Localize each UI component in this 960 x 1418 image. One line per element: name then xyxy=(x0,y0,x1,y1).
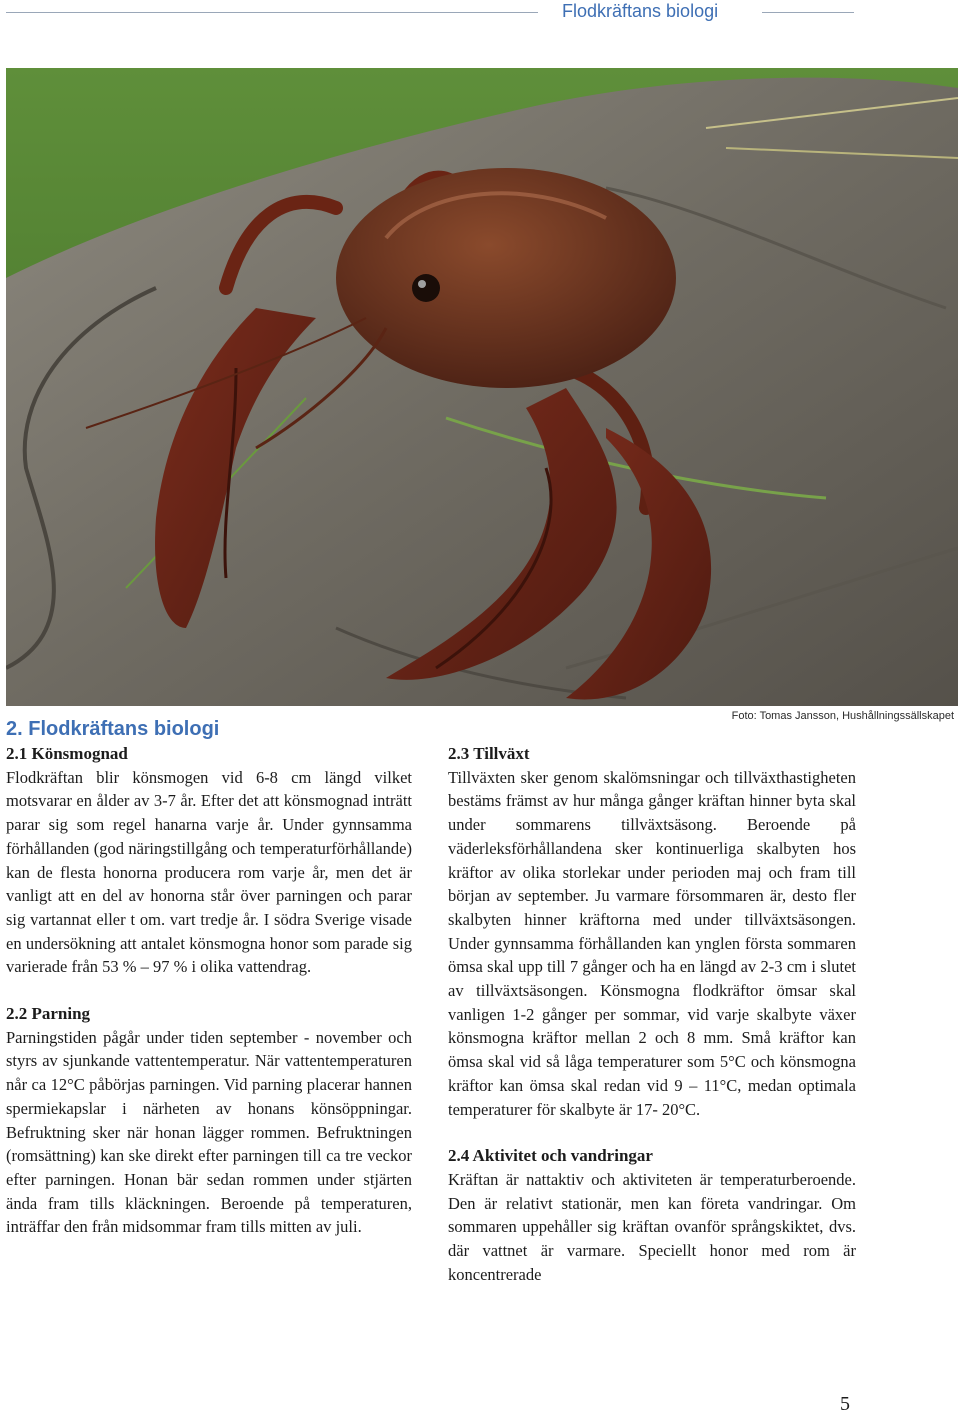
page-number: 5 xyxy=(840,1393,850,1415)
photo-credit: Foto: Tomas Jansson, Hushållningssällskapet xyxy=(731,710,954,722)
chapter-title: 2. Flodkräftans biologi xyxy=(6,718,220,740)
right-column xyxy=(448,742,856,1286)
header-rule-right xyxy=(762,12,854,13)
section-heading-2-4: 2.4 Aktivitet och vandringar xyxy=(448,1146,653,1166)
section-spacer xyxy=(448,1121,856,1144)
section-text-2-4: Kräftan är nattaktiv och aktiviteten är temperaturberoende. Den är relativt stationär, men kan företa vandringar. Om sommaren uppehåller sig kräftan ovanför språngskiktet, dvs. där vattnet är varmare. Speciellt honor med rom är koncentrerade xyxy=(448,1169,856,1284)
section-spacer xyxy=(6,979,412,1002)
running-header-title: Flodkräftans biologi xyxy=(562,1,719,21)
section-text-2-2: Parningstiden pågår under tiden september - november och styrs av sjunkande vattentemperatur. När vattentemperaturen når ca 12°C påbörjas parningen. Vid parning placerar hannen spermiekapslar i närheten av honans könsöppningar. Befruktning sker när honan lägger rommen. Befruktningen (romsättning) kan ske direkt efter parningen till ca tre veckor efter parningen. Honan bär sedan rommen under stjärten ända fram tills kläckningen. Beroende på temperaturen, inträffar den från midsommar fram tills mitten av juli. xyxy=(6,1027,412,1237)
running-header xyxy=(0,0,960,30)
header-rule-left xyxy=(6,12,538,13)
section-text-2-3: Tillväxten sker genom skalömsningar och tillväxthastigheten bestäms främst av hur många gånger kräftan hinner byta skal under sommarens tillväxtsäsong. Beroende på väderleksförhållandena sker kontinuerliga skalbyten hos kräftor av olika storlekar under perioden maj och fram till början av september. Ju varmare försommaren är, desto fler skalbyten hinner kräftorna med under tillväxtsäsongen. Under gynnsamma förhållanden kan ynglen första sommaren ömsa skal upp till 7 gånger och ha en längd av 2-3 cm i slutet av tillväxtsäsongen. Könsmogna flodkräftor ömsar skal vanligen 1-2 gånger per sommar, vid varje skalbyte växer könsmogna kräftor mellan 2 och 8 mm. Små kräftor kan ömsa skal vid så låga temperaturer som 5°C och könsmogna kräftor kan ömsa skal redan vid 9 – 11°C, medan optimala temperaturer för skalbyte är 17- 20°C. xyxy=(448,767,856,1119)
left-column xyxy=(6,716,412,1239)
crayfish-photo xyxy=(6,68,958,706)
section-heading-2-3: 2.3 Tillväxt xyxy=(448,744,530,763)
section-heading-2-2: 2.2 Parning xyxy=(6,1004,91,1024)
section-text-2-1: Flodkräftan blir könsmogen vid 6-8 cm längd vilket motsvarar en ålder av 3-7 år. Efter det att könsmognad inträtt parar sig som regel hanarna varje år. Under gynnsamma förhållanden (god näringstillgång och temperaturförhållande) kan de flesta honorna producera rom varje år, men det är vanligt att en del av honorna står över parningen och parar sig vartannat eller t om. vart tredje år. I södra Sverige visade en undersökning att antalet könsmogna honor som parade sig varierade från 53 % – 97 % i olika vattendrag. xyxy=(6,767,412,977)
crayfish-illustration xyxy=(6,68,958,706)
section-heading-2-1: 2.1 Könsmognad xyxy=(6,744,128,763)
